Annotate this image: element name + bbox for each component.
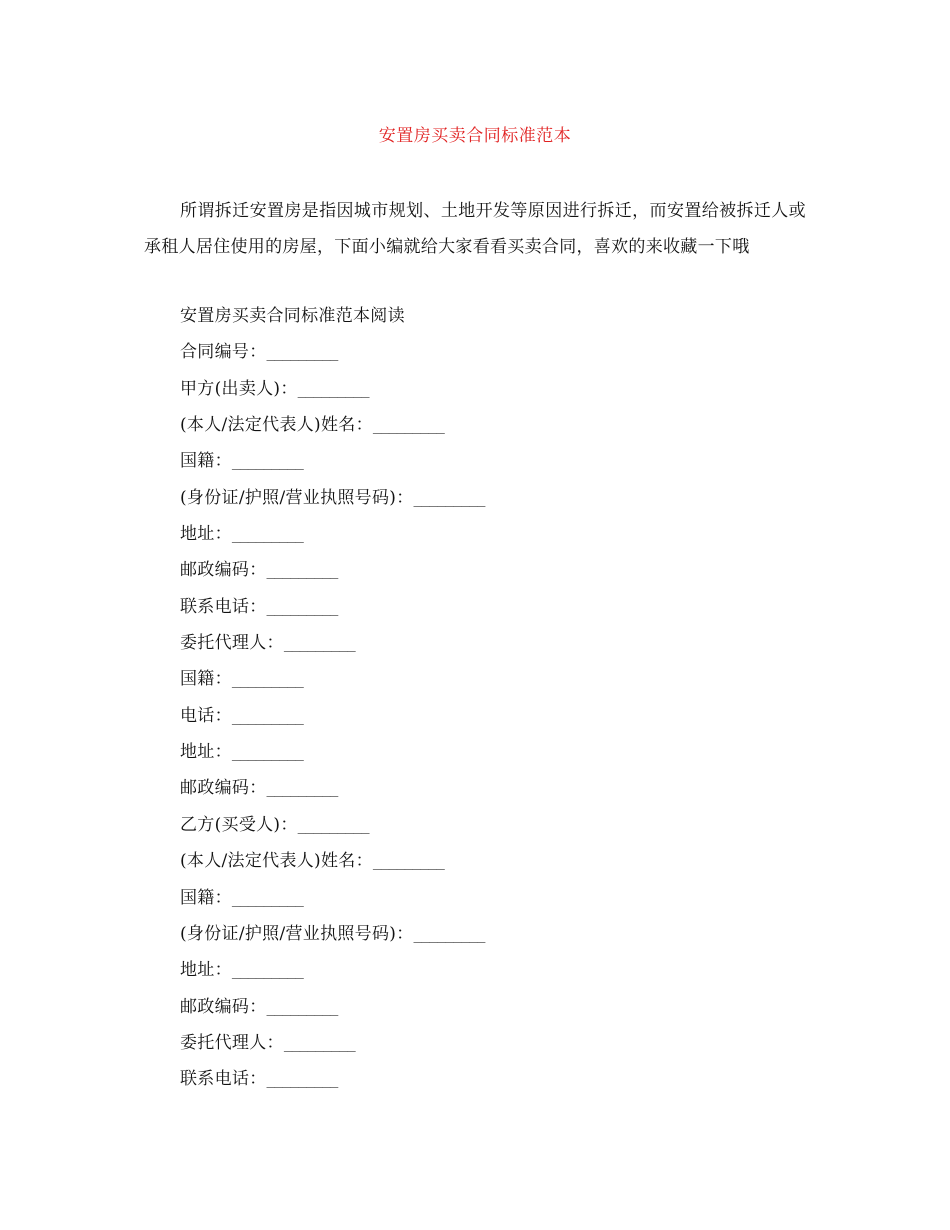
field-label: 地址： (180, 742, 232, 763)
field-label: 邮政编码： (180, 560, 267, 581)
field-blank: _________ (231, 890, 304, 907)
field-label: 甲方(出卖人)： (180, 378, 298, 399)
field-line (180, 770, 800, 806)
field-line (180, 698, 800, 734)
field-line (180, 516, 800, 552)
field-line (180, 1025, 800, 1061)
field-line (180, 625, 800, 661)
field-label: 乙方(买受人)： (180, 814, 298, 835)
field-blank: _________ (413, 926, 485, 943)
field-blank: _________ (283, 636, 356, 653)
field-label: 地址： (180, 524, 232, 545)
contract-field-list (180, 298, 800, 1098)
field-line (180, 843, 800, 879)
field-label: (本人/法定代表人)姓名： (180, 415, 373, 436)
field-blank: _________ (266, 599, 338, 616)
field-label: (身份证/护照/营业执照号码)： (180, 923, 414, 944)
field-label: 安置房买卖合同标准范本阅读 (180, 306, 405, 326)
field-line (180, 734, 800, 770)
field-blank: _________ (266, 781, 338, 798)
field-blank: _________ (266, 999, 338, 1016)
field-blank: _________ (283, 1035, 356, 1052)
field-line (180, 916, 800, 952)
field-line (180, 880, 800, 916)
field-line (180, 807, 800, 843)
field-line (180, 1061, 800, 1097)
field-label: 委托代理人： (180, 633, 284, 654)
field-blank: _________ (297, 381, 370, 398)
field-line (180, 334, 800, 370)
field-line (180, 952, 800, 988)
field-label: 地址： (180, 960, 232, 981)
field-line (180, 371, 800, 407)
field-label: 邮政编码： (180, 778, 267, 799)
field-label: 国籍： (180, 669, 232, 690)
field-blank: _________ (231, 745, 304, 762)
field-blank: _________ (231, 672, 304, 689)
field-blank: _________ (231, 454, 304, 471)
field-label: 合同编号： (180, 342, 267, 363)
field-line (180, 989, 800, 1025)
field-label: 国籍： (180, 887, 232, 908)
field-label: 邮政编码： (180, 996, 267, 1017)
field-blank: _________ (231, 963, 304, 980)
field-line (180, 480, 800, 516)
field-label: 电话： (180, 705, 232, 726)
field-blank: _________ (413, 490, 485, 507)
field-label: 联系电话： (180, 596, 267, 617)
field-label: (身份证/护照/营业执照号码)： (180, 487, 414, 508)
field-line (180, 298, 800, 334)
field-label: (本人/法定代表人)姓名： (180, 851, 373, 872)
field-blank: _________ (231, 527, 304, 544)
intro-paragraph: 所谓拆迁安置房是指因城市规划、土地开发等原因进行拆迁，而安置给被拆迁人或承租人居住使用的房屋，下面小编就给大家看看买卖合同，喜欢的来收藏一下哦 (144, 201, 806, 257)
field-label: 国籍： (180, 451, 232, 472)
field-label: 联系电话： (180, 1069, 267, 1090)
field-line (180, 407, 800, 443)
field-blank: _________ (372, 854, 445, 871)
field-blank: _________ (266, 563, 338, 580)
field-blank: _________ (372, 418, 445, 435)
field-label: 委托代理人： (180, 1032, 284, 1053)
document-title: 安置房买卖合同标准范本 (378, 126, 572, 146)
field-line (180, 443, 800, 479)
field-line (180, 552, 800, 588)
field-blank: _________ (266, 1072, 338, 1089)
field-line (180, 589, 800, 625)
field-blank: _________ (231, 708, 304, 725)
field-line (180, 661, 800, 697)
field-blank: _________ (297, 817, 370, 834)
field-blank: _________ (266, 345, 338, 362)
